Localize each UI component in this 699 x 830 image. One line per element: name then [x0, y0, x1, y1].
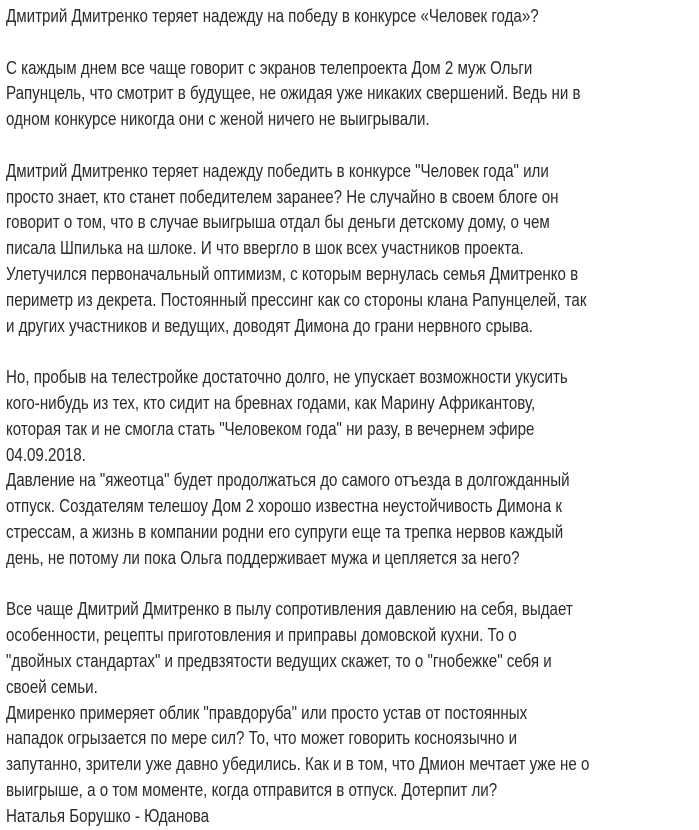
text-line: своей семьи. — [6, 676, 98, 697]
text-line: отпуск. Создателям телешоу Дом 2 хорошо известна неустойчивость Димона к — [6, 496, 562, 517]
text-line: нападок огрызается по мере сил? То, что может говорить косноязычно и — [6, 728, 518, 749]
paragraph — [6, 597, 699, 829]
text-line: Дмитрий Дмитренко теряет надежду победить в конкурсе "Человек года" или — [6, 160, 549, 181]
text-line: 04.09.2018. — [6, 444, 86, 465]
text-line: периметр из декрета. Постоянный прессинг как со стороны клана Рапунцелей, так — [6, 289, 587, 310]
text-line: день, не потому ли пока Ольга поддерживает мужа и цепляется за него? — [6, 547, 520, 568]
text-line: особенности, рецепты приготовления и приправы домовской кухни. То о — [6, 625, 517, 646]
text-line: запутанно, зрители уже давно убедились. Как и в том, что Дмион мечтает уже не о — [6, 754, 590, 775]
article-body — [6, 30, 699, 830]
text-line: которая так и не смогла стать "Человеком года" ни разу, в вечернем эфире — [6, 418, 535, 439]
text-line: Улетучился первоначальный оптимизм, с которым вернулась семья Дмитренко в — [6, 263, 579, 284]
paragraph-spacer — [6, 133, 699, 159]
paragraph-spacer — [6, 339, 699, 365]
text-line: Рапунцель, что смотрит в будущее, не ожидая уже никаких свершений. Ведь ни в — [6, 83, 581, 104]
paragraph-spacer — [6, 30, 699, 56]
paragraph — [6, 365, 699, 571]
text-line: говорит о том, что в случае выигрыша отдал бы деньги детскому дому, о чем — [6, 212, 550, 233]
text-line: просто знает, кто станет победителем заранее? Не случайно в своем блоге он — [6, 186, 559, 207]
text-line: писала Шпилька на шлоке. И что ввергло в шок всех участников проекта. — [6, 238, 524, 259]
text-line: Дмиренко примеряет облик "правдоруба" или просто устав от постоянных — [6, 702, 528, 723]
text-line: С каждым днем все чаще говорит с экранов телепроекта Дом 2 муж Ольги — [6, 57, 533, 78]
text-line: кого-нибудь из тех, кто сидит на бревнах годами, как Марину Африкантову, — [6, 392, 536, 413]
text-line: "двойных стандартах" и предвзятости ведущих скажет, то о "гнобежке" себя и — [6, 650, 552, 671]
text-line: Все чаще Дмитрий Дмитренко в пылу сопротивления давлению на себя, выдает — [6, 599, 573, 620]
text-line: Давление на "яжеотца" будет продолжаться до самого отъезда в долгожданный — [6, 470, 570, 491]
paragraph — [6, 56, 699, 133]
text-line: Наталья Борушко - Юданова — [6, 805, 210, 826]
text-line: выигрыше, а о том моменте, когда отправится в отпуск. Дотерпит ли? — [6, 779, 498, 800]
article-title: Дмитрий Дмитренко теряет надежду на победу в конкурсе «Человек года»? — [6, 6, 539, 26]
paragraph — [6, 159, 699, 340]
text-line: одном конкурсе никогда они с женой ничего не выигрывали. — [6, 109, 430, 130]
text-line: стрессам, а жизнь в компании родни его супруги еще та трепка нервов каждый — [6, 521, 564, 542]
text-line: и других участников и ведущих, доводят Димона до грани нервного срыва. — [6, 315, 533, 336]
text-line: Но, пробыв на телестройке достаточно долго, не упускает возможности укусить — [6, 367, 568, 388]
paragraph-spacer — [6, 572, 699, 598]
